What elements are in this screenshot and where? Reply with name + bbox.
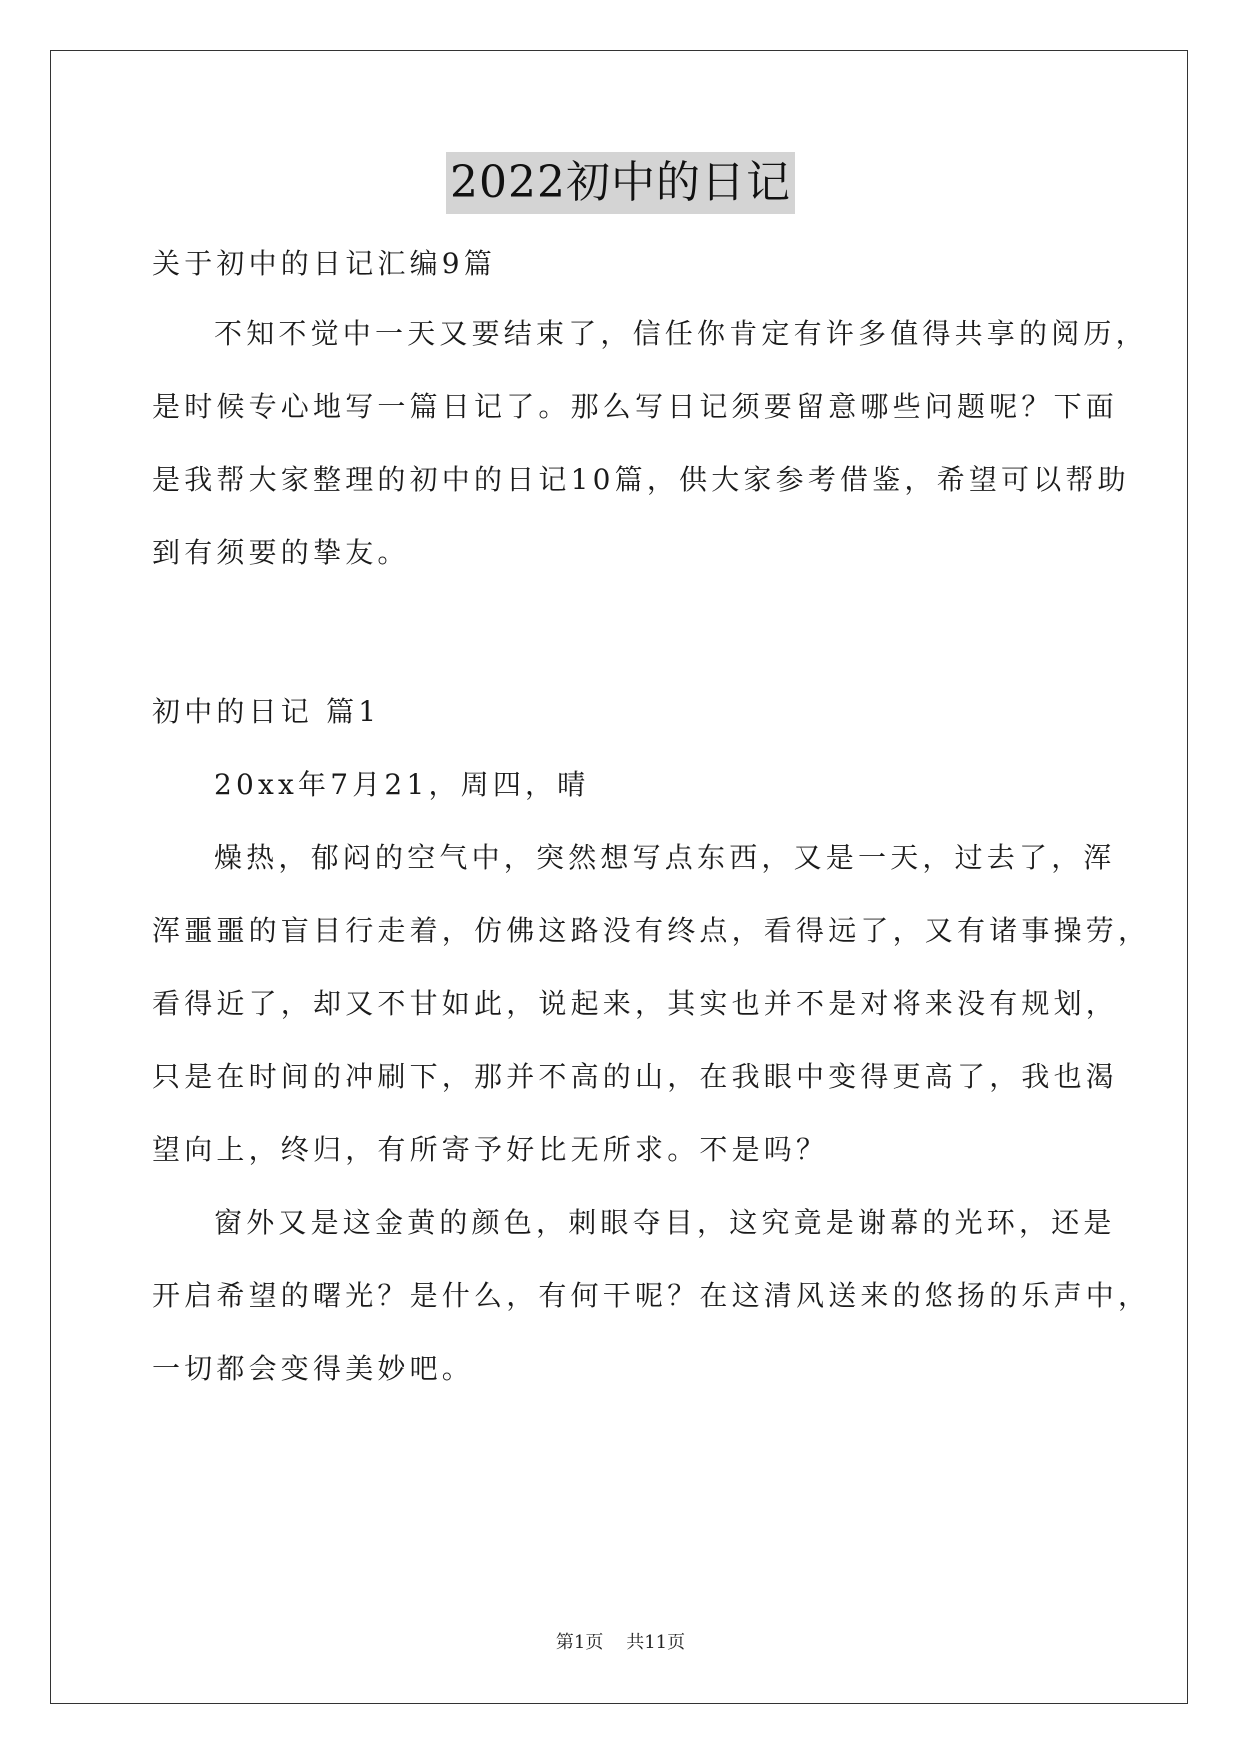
intro-line-3: 是我帮大家整理的初中的日记10篇，供大家参考借鉴，希望可以帮助 (152, 463, 1130, 496)
section-heading: 初中的日记 篇1 (152, 695, 381, 728)
document-subtitle: 关于初中的日记汇编9篇 (152, 247, 497, 280)
page-footer: 第1页 共11页 (555, 1632, 686, 1653)
intro-line-4: 到有须要的挚友。 (152, 536, 410, 569)
intro-line-1: 不知不觉中一天又要结束了，信任你肯定有许多值得共享的阅历， (214, 317, 1148, 350)
paragraph1-line-3: 看得近了，却又不甘如此，说起来，其实也并不是对将来没有规划， (152, 987, 1119, 1020)
paragraph1-line-5: 望向上，终归，有所寄予好比无所求。不是吗？ (152, 1133, 829, 1166)
paragraph2-line-1: 窗外又是这金黄的颜色，刺眼夺目，这究竟是谢幕的光环，还是 (214, 1206, 1116, 1239)
title-container (0, 152, 1241, 214)
paragraph1-line-1: 燥热，郁闷的空气中，突然想写点东西，又是一天，过去了，浑 (214, 841, 1116, 874)
paragraph2-line-3: 一切都会变得美妙吧。 (152, 1352, 475, 1385)
date-line: 20xx年7月21，周四，晴 (214, 768, 590, 801)
page-border (50, 50, 1188, 1704)
document-title: 2022初中的日记 (446, 152, 795, 214)
paragraph1-line-2: 浑噩噩的盲目行走着，仿佛这路没有终点，看得远了，又有诸事操劳， (152, 914, 1151, 947)
paragraph2-line-2: 开启希望的曙光？是什么，有何干呢？在这清风送来的悠扬的乐声中， (152, 1279, 1151, 1312)
intro-line-2: 是时候专心地写一篇日记了。那么写日记须要留意哪些问题呢？下面 (152, 390, 1119, 423)
paragraph1-line-4: 只是在时间的冲刷下，那并不高的山，在我眼中变得更高了，我也渴 (152, 1060, 1119, 1093)
